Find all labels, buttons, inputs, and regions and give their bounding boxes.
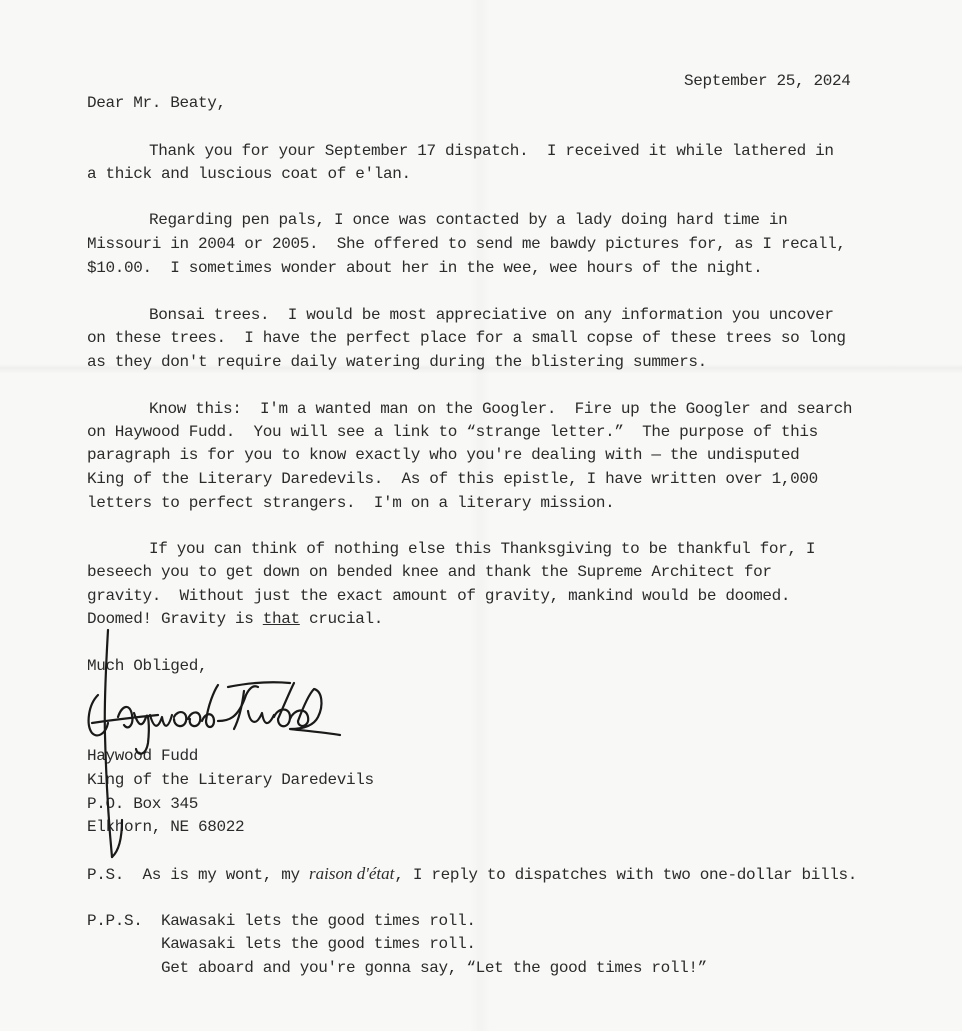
paragraph-2-line-3: $10.00. I sometimes wonder about her in the wee, wee hours of the night. — [87, 259, 763, 277]
paragraph-1-line-2: a thick and luscious coat of e'lan. — [87, 165, 411, 183]
paragraph-4-line-1: Know this: I'm a wanted man on the Googler. Fire up the Googler and search — [149, 400, 853, 418]
address-po-box: P.O. Box 345 — [87, 795, 199, 813]
pps-line-1: P.P.S. Kawasaki lets the good times roll. — [87, 912, 476, 930]
signature-name: Haywood Fudd — [87, 747, 199, 765]
paragraph-5-line-2: beseech you to get down on bended knee and thank the Supreme Architect for — [87, 563, 772, 581]
signature-title: King of the Literary Daredevils — [87, 771, 374, 789]
pps-line-3: Get aboard and you're gonna say, “Let the good times roll!” — [87, 959, 707, 977]
ps-suffix: , I reply to dispatches with two one-dollar bills. — [394, 866, 857, 884]
paragraph-4-line-5: letters to perfect strangers. I'm on a literary mission. — [87, 494, 615, 512]
postscript — [87, 864, 857, 885]
paragraph-2-line-2: Missouri in 2004 or 2005. She offered to send me bawdy pictures for, as I recall, — [87, 235, 846, 253]
paragraph-4-line-3: paragraph is for you to know exactly who you're dealing with — the undisputed — [87, 446, 800, 464]
ps-italic: raison d'état — [309, 864, 395, 883]
paragraph-4-line-2: on Haywood Fudd. You will see a link to “strange letter.” The purpose of this — [87, 423, 818, 441]
paragraph-5-text: Doomed! Gravity is — [87, 610, 263, 628]
paragraph-4-line-4: King of the Literary Daredevils. As of this epistle, I have written over 1,000 — [87, 470, 818, 488]
paragraph-5-line-3: gravity. Without just the exact amount of gravity, mankind would be doomed. — [87, 587, 791, 605]
paragraph-2-line-1: Regarding pen pals, I once was contacted by a lady doing hard time in — [149, 211, 788, 229]
pps-line-2: Kawasaki lets the good times roll. — [87, 935, 476, 953]
letter-date: September 25, 2024 — [684, 72, 851, 90]
paragraph-5-end: crucial. — [299, 610, 384, 628]
address-city: Elkhorn, NE 68022 — [87, 818, 245, 836]
ps-prefix: P.S. As is my wont, my — [87, 866, 310, 884]
underlined-word: that — [262, 610, 300, 628]
closing: Much Obliged, — [87, 657, 208, 675]
paragraph-5-line-1: If you can think of nothing else this Thanksgiving to be thankful for, I — [149, 540, 816, 558]
salutation: Dear Mr. Beaty, — [87, 94, 226, 112]
paragraph-3-line-2: on these trees. I have the perfect place for a small copse of these trees so long — [87, 329, 846, 347]
paragraph-3-line-3: as they don't require daily watering during the blistering summers. — [87, 353, 707, 371]
paragraph-3-line-1: Bonsai trees. I would be most appreciative on any information you uncover — [149, 306, 834, 324]
paragraph-1-line-1: Thank you for your September 17 dispatch. I received it while lathered in — [149, 142, 834, 160]
handwritten-signature — [78, 625, 348, 865]
